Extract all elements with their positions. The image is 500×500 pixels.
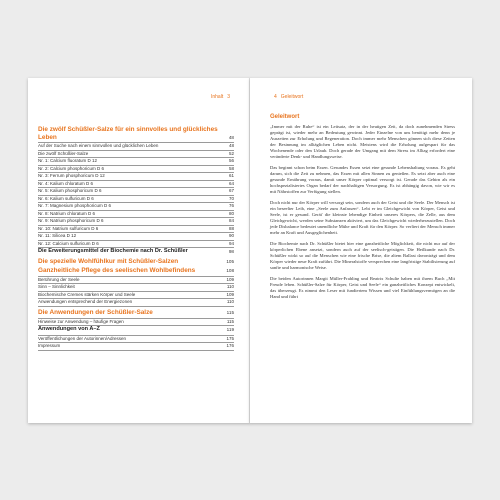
toc-entry-title: Anwendungen von A–Z [38, 326, 100, 333]
toc-entry [38, 151, 234, 159]
toc-entry-title: Impressum [38, 343, 61, 349]
toc-entry-page: 176 [226, 343, 234, 349]
toc-entry-page: 61 [228, 173, 234, 179]
toc-entry-page: 109 [226, 276, 234, 282]
toc-entry [38, 158, 234, 166]
toc-entry-page: 115 [226, 309, 234, 315]
foreword-paragraph: Doch nicht nur der Körper will versorgt sein, sondern auch der Geist und die Seele. Der Mensch ist ein beseelter Leib, eine „Seele zum Anfassen“. Lebt er im Gleichgewicht von Körper, Geist und Seele, ist er gesund. Geräť die kleinste lebendige Einheit unseres Körpers, die Zelle, aus dem Gleichgewicht, werden seine Substanzen aktiviert, um das Gleichgewicht wiederherzustellen. Doch jede Disbalance bedeutet unendliche Mühe und Kraft für den Körper. So verliert der Mensch immer mehr an Kraft und Ausgeglichenheit. [270, 199, 455, 235]
left-page [28, 78, 250, 423]
toc-entry [38, 318, 234, 327]
toc-entry-page: 48 [228, 134, 234, 140]
toc-entry-page: 109 [226, 291, 234, 297]
toc-entry [38, 241, 234, 249]
toc-section-heading [38, 309, 234, 317]
toc-entry-page: 175 [226, 335, 234, 341]
toc-entry-title: Nr. 1: Calcium fluoratum D 12 [38, 158, 98, 164]
toc-entry-page: 52 [228, 150, 234, 156]
toc-entry-title: Nr. 9: Natrium phosphoricum D 6 [38, 218, 104, 224]
toc-entry-title: Die spezielle Wohlfühlkur mit Schüßler-Salzen [38, 257, 179, 265]
toc-entry-title: Nr. 4: Kalium chloratum D 6 [38, 180, 94, 186]
toc-entry-page: 115 [226, 318, 234, 324]
toc-entry-title: Auf der Suche nach einem sinnvollen und glücklichen Leben [38, 143, 159, 149]
toc-entry-page: 90 [228, 233, 234, 239]
toc-entry-title: Nr. 2: Calcium phosphoricum D 6 [38, 165, 105, 171]
left-running-header [211, 94, 234, 100]
toc-entry-page: 64 [228, 180, 234, 186]
toc-entry-page: 48 [228, 143, 234, 149]
toc-entry-title: Die Anwendungen der Schüßler-Salze [38, 308, 153, 316]
toc-entry-page: 70 [228, 195, 234, 201]
toc-entry-page: 80 [228, 210, 234, 216]
foreword-paragraph: Die beiden Autorinnen Margit Müller-Frahling und Beatrix Schulte haben mit ihrem Buch „Mit Freude leben. Schüßler-Salze für Körper, Geist und Seele“ ein ganzheitliches Konzept entwickelt, das überzeugt. Es nimmt den Leser mit fundiertem Wissen und viel Einfühlungsvermögen an die Hand und führt [270, 275, 455, 299]
toc-entry-page: 76 [228, 203, 234, 209]
toc-entry-page: 56 [228, 158, 234, 164]
toc-entry-page: 110 [226, 299, 234, 305]
toc-entry-title: Anwendungen entsprechend der Energiezonen [38, 299, 133, 305]
toc-entry [38, 226, 234, 234]
toc-entry-title: Nr. 5: Kalium phosphoricum D 6 [38, 188, 102, 194]
left-header-title: Inhalt [210, 94, 224, 100]
toc-entry-page: 98 [228, 249, 234, 255]
toc-entry-title: Nr. 12: Calcium sulfuricum D 6 [38, 240, 99, 246]
right-page-number: 4 [274, 94, 277, 100]
toc-section-heading [38, 258, 234, 266]
toc-entry-title: Nr. 8: Natrium chloratum D 6 [38, 210, 96, 216]
toc-entry [38, 188, 234, 196]
toc-entry [38, 211, 234, 219]
right-running-header [270, 94, 303, 100]
toc-entry [38, 166, 234, 174]
toc-entry-title: Ganzheitliche Pflege des seelischen Wohlbefindens [38, 267, 196, 275]
toc-entry [38, 233, 234, 241]
toc-section-heading [38, 326, 234, 334]
toc-entry [38, 335, 234, 344]
toc-entry-title: Nr. 11: Silicea D 12 [38, 233, 77, 239]
toc-entry-page: 119 [226, 327, 234, 333]
toc-entry [38, 196, 234, 204]
foreword-paragraph: „Immer mit der Ruhe“ ist ein Leitsatz, der in der heutigen Zeit, da doch zunehmenden Stress geprägt ist, wieder mehr an Bedeutung gewinnt. Jeder Einzelne von uns benötigt mehr denn je Auszeiten zur Erholung und Regeneration. Doch immer mehr Menschen gönnen sich diese Zeiten der Besinnung im alltäglichen Leben nicht. Meistens wird die Erholung aufgespart für das Wochenende oder den Urlaub. Doch gerade der Umgang mit dem Stress im Alltag erfordert eine veränderte Denk- und Handlungsweise. [270, 124, 455, 159]
toc-entry-title: Biochemische Cremes stärken Körper und Seele [38, 291, 136, 297]
toc-entry-title: Die zwölf Schüßler-Salze für ein sinnvolles und glückliches Leben [38, 126, 218, 141]
foreword-paragraph: Das beginnt schon beim Essen. Gesundes Essen setzt eine gesunde Lebenshaltung voraus. Es geht darum, sich die Zeit zu nehmen, das Essen mit allen Sinnen zu genießen. Es setzt aber auch eine gesunde Ernährung voraus, damit unser Körper optimal versorgt ist. Gerade das Gehirn als ein hochspezialisiertes Organ bedarf der nachhaltigen Versorgung. Es ist abhängig davon, wie wir es mit Nährstoffen zur Verfügung stellen. [270, 164, 455, 194]
foreword-body [270, 114, 455, 305]
toc-entry [38, 343, 234, 351]
toc-entry-page: 84 [228, 218, 234, 224]
toc-entry-page: 88 [228, 225, 234, 231]
toc-entry-title: Die Erweiterungsmittel der Biochemie nach Dr. Schüßler [38, 248, 188, 255]
right-page [250, 78, 472, 423]
foreword-text [270, 124, 455, 300]
toc-section-heading [38, 126, 234, 141]
foreword-heading: Geleitwort [270, 114, 300, 120]
toc-section-heading [38, 267, 234, 275]
toc-entry [38, 181, 234, 189]
toc-entry-title: Berührung der Seele [38, 276, 80, 282]
toc-entry-title: Hinweise zur Anwendung – häufige Fragen [38, 318, 124, 324]
toc-entry-page: 108 [226, 268, 234, 274]
toc-entry-page: 110 [226, 284, 234, 290]
toc-entry-title: Sinn – Sinnlichkeit [38, 284, 75, 290]
toc-section-heading [38, 248, 234, 256]
toc-entry [38, 292, 234, 300]
toc-entry-title: Nr. 6: Kalium sulfuricum D 6 [38, 195, 94, 201]
toc-entry-page: 58 [228, 165, 234, 171]
toc-entry-page: 105 [226, 258, 234, 264]
toc-entry [38, 276, 234, 285]
toc-entry [38, 299, 234, 307]
toc-entry [38, 173, 234, 181]
toc-entry [38, 284, 234, 292]
toc-entry-title: Veröffentlichungen der Autorinnen/Adressen [38, 335, 126, 341]
table-of-contents [38, 126, 234, 351]
toc-entry-page: 94 [228, 240, 234, 246]
toc-entry-title: Die zwölf Schüßler-Salze [38, 150, 89, 156]
left-page-number: 3 [227, 94, 230, 100]
toc-entry [38, 203, 234, 211]
toc-entry [38, 218, 234, 226]
toc-entry-title: Nr. 7: Magnesium phosphoricum D 6 [38, 203, 112, 209]
foreword-paragraph: Die Biochemie nach Dr. Schüßler bietet hier eine ganzheitliche Möglichkeit, die nicht nur auf der körperlichen Ebene ansetzt, sondern auch auf der seelisch-geistigen. Die Heilkunde nach Dr. Schüßler wirkt so auf die Menschen wie eine frische Brise, die altem Ballast davonträgt und dem Körper wieder neue Kraft zuführt. Die Mineralstoffe versprechen eine langfristige Stabilisierung auf sanfte und harmonische Weise. [270, 240, 455, 270]
toc-entry-title: Nr. 10: Natrium sulfuricum D 6 [38, 225, 99, 231]
toc-entry-title: Nr. 3: Ferrum phosphoricum D 12 [38, 173, 105, 179]
toc-entry-page: 67 [228, 188, 234, 194]
right-header-title: Geleitwort [280, 94, 304, 100]
toc-entry [38, 142, 234, 151]
